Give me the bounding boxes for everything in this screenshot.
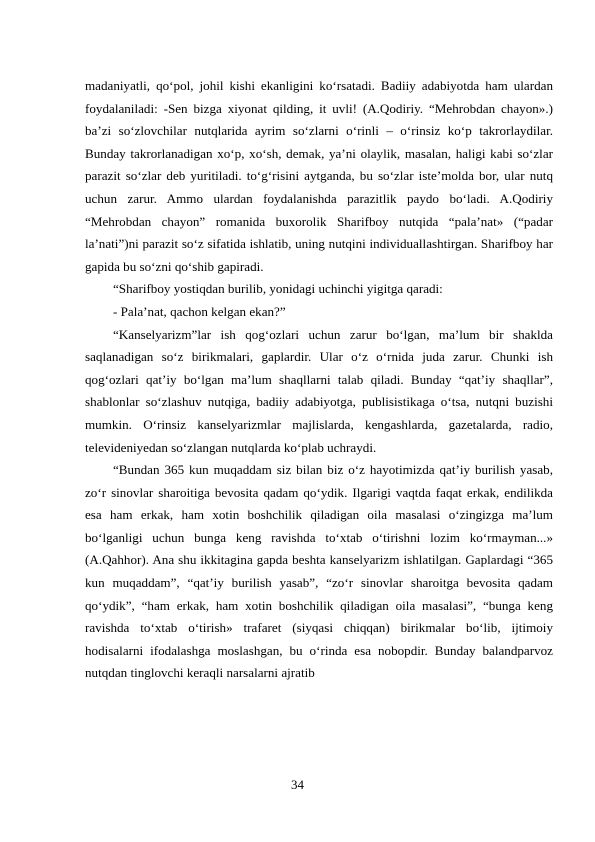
- paragraph-continuation: madaniyatli, qo‘pol, johil kishi ekanligini ko‘rsatadi. Badiiy adabiyotda ham ulardan foydalaniladi: -Sen bizga xiyonat qilding, it uvli! (A.Qodiriy. “Mehrobdan chayon».) ba’zi so‘zlovchilar nutqlarida ayrim so‘zlarni o‘rinli – o‘rinsiz ko‘p takrorlaydilar. Bunday takrorlanadigan xo‘p, xo‘sh, demak, ya’ni olaylik, masalan, haligi kabi so‘zlar parazit so‘zlar deb yuritiladi. to‘g‘risini aytganda, bu so‘zlar iste’molda bor, ular nutq uchun zarur. Ammo ulardan foydalanishda parazitlik paydo bo‘ladi. A.Qodiriy “Mehrobdan chayon” romanida buxorolik Sharifboy nutqida “pala’nat» (“padar la’nati”)ni parazit so‘z sifatida ishlatib, uning nutqini individuallashtirgan. Sharifboy har gapida bu so‘zni qo‘shib gapiradi.: [85, 78, 553, 274]
- paragraph-quote-line: - Pala’nat, qachon kelgan ekan?”: [113, 303, 286, 319]
- paragraph-quote-intro: “Sharifboy yostiqdan burilib, yonidagi uchinchi yigitga qaradi:: [113, 281, 443, 297]
- page-number: 34: [291, 777, 304, 792]
- paragraph-kanselyarizm: “Kanselyarizm”lar ish qog‘ozlari uchun zarur bo‘lgan, ma’lum bir shaklda saqlanadigan so‘z birikmalari, gaplardir. Ular o‘z o‘rnida juda zarur. Chunki ish qog‘ozlari qat’iy bo‘lgan ma’lum shaqllarni talab qiladi. Bunday “qat’iy shaqllar”, shablonlar so‘zlashuv nutqiga, badiiy adabiyotga, publisistikaga o‘tsa, nutqni buzishi mumkin. O‘rinsiz kanselyarizmlar majlislarda, kengashlarda, gazetalarda, radio, televideniyedan so‘zlangan nutqlarda ko‘plab uchraydi.: [85, 326, 553, 455]
- body-text: [85, 75, 553, 685]
- paragraph-example: “Bundan 365 kun muqaddam siz bilan biz o‘z hayotimizda qat’iy burilish yasab, zo‘r sinovlar sharoitiga bevosita qadam qo‘ydik. Ilgarigi vaqtda faqat erkak, endilikda esa ham erkak, ham xotin boshchilik qiladigan oila masalasi o‘zingizga ma’lum bo‘lganligi uchun bunga keng ravishda to‘xtab o‘tirishni lozim ko‘rmayman...» (A.Qahhor). Ana shu ikkitagina gapda beshta kanselyarizm ishlatilgan. Gaplardagi “365 kun muqaddam”, “qat’iy burilish yasab”, “zo‘r sinovlar sharoitga bevosita qadam qo‘ydik”, “ham erkak, ham xotin boshchilik qiladigan oila masalasi”, “bunga keng ravishda to‘xtab o‘tirish» trafaret (siyqasi chiqqan) birikmalar bo‘lib, ijtimoiy hodisalarni ifodalashga moslashgan, bu o‘rinda esa nobopdir. Bunday balandparvoz nutqdan tinglovchi keraqli narsalarni ajratib: [85, 462, 553, 681]
